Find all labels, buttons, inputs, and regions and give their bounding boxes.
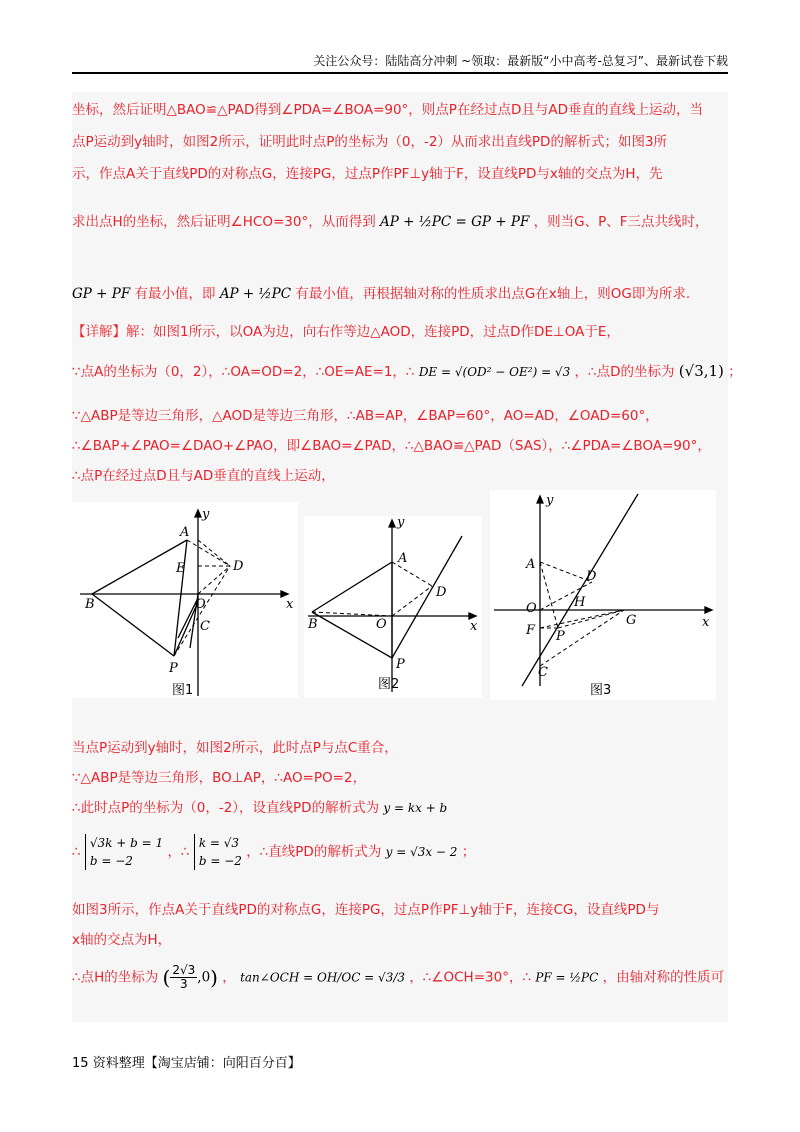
label-O: O (376, 617, 387, 632)
solution-content (72, 92, 742, 1022)
label-O: O (526, 601, 537, 616)
label-y: y (546, 493, 554, 508)
text-line: ∴∠BAP+∠PAO=∠DAO+∠PAO，即∠BAO=∠PAD，∴△BAO≌△PAD（SAS），∴∠PDA=∠BOA=90°， (72, 438, 711, 454)
page-header (72, 52, 728, 74)
label-P: P (556, 629, 565, 644)
label-E: E (176, 561, 186, 576)
math-gp-pf: GP + PF (72, 286, 131, 302)
math-pf-half-pc: PF = ½PC (535, 970, 599, 985)
label-x: x (470, 619, 478, 634)
label-H: H (574, 595, 586, 610)
math-ap-pc-gp-pf: AP + ½PC = GP + PF (380, 214, 530, 230)
label-F: F (526, 623, 536, 638)
label-D: D (436, 585, 447, 600)
detail-heading-line: 【详解】解：如图1所示，以OA为边，向右作等边△AOD，连接PD，过点D作DE⊥OA于E， (72, 324, 620, 340)
figure-2 (304, 516, 482, 698)
label-G: G (626, 613, 637, 628)
figure-2-caption: 图2 (378, 677, 400, 692)
text-line: ∵△ABP是等边三角形，BO⊥AP，∴AO=PO=2， (72, 770, 367, 786)
label-A: A (180, 525, 190, 540)
label-y: y (397, 516, 405, 530)
figure-1-caption: 图1 (172, 683, 194, 698)
figure-3-diagram (490, 490, 716, 700)
page-footer (72, 1052, 301, 1071)
text-line: 点P运动到y轴时，如图2所示，证明此时点P的坐标为（0，-2）从而求出直线PD的解析式；如图3所 (72, 134, 668, 150)
page-number: 15 (72, 1056, 89, 1071)
text-line: ∴ √3k + b = 1 b = −2 ，∴ k = √3 b = −2 ，∴直线PD的解析式为 y = √3x − 2 ； (72, 836, 476, 868)
label-B: B (85, 597, 95, 612)
text-line: 示，作点A关于直线PD的对称点G，连接PG，过点P作PF⊥y轴于F，设直线PD与x轴的交点为H，先 (72, 166, 663, 182)
math-h-x-frac: $\frac{2√3}{3}$ (172, 963, 196, 991)
text-line: ∵点A的坐标为（0，2），∴OA=OD=2，∴OE=AE=1，∴ DE = √(OD² − OE²) = √3 ，∴点D的坐标为 (√3,1) ； (72, 362, 742, 380)
footer-text: 资料整理【淘宝店铺：向阳百分百】 (92, 1056, 301, 1071)
text-line: x轴的交点为H， (72, 932, 172, 948)
label-A: A (526, 557, 536, 572)
text-line: 当点P运动到y轴时，如图2所示，此时点P与点C重合， (72, 740, 398, 756)
text-line: 求出点H的坐标，然后证明∠HCO=30°，从而得到 AP + ½PC = GP + PF ，则当G、P、F三点共线时， (72, 214, 709, 230)
text-line: 坐标，然后证明△BAO≌△PAD得到∠PDA=∠BOA=90°，则点P在经过点D且与AD垂直的直线上运动，当 (72, 102, 703, 118)
text-line: ∴点P在经过点D且与AD垂直的直线上运动， (72, 468, 335, 484)
math-tan-och: tan∠OCH = OH/OC = √3/3 (240, 970, 406, 985)
label-C: C (200, 619, 210, 634)
figure-1 (72, 502, 298, 698)
figure-3 (490, 490, 716, 700)
math-line-form: y = kx + b (383, 801, 448, 815)
math-system-2: k = √3 b = −2 (194, 834, 242, 870)
text-line: GP + PF 有最小值，即 AP + ½PC 有最小值，再根据轴对称的性质求出点G在x轴上，则OG即为所求. (72, 286, 691, 302)
label-x: x (286, 597, 294, 612)
label-y: y (202, 507, 210, 522)
math-ap-half-pc: AP + ½PC (219, 286, 292, 302)
text-line: ∵△ABP是等边三角形，△AOD是等边三角形，∴AB=AP，∠BAP=60°，AO=AD，∠OAD=60°， (72, 408, 659, 424)
label-B: B (308, 617, 318, 632)
label-P: P (396, 657, 405, 672)
header-text: 关注公众号：陆陆高分冲刺 ~领取：最新版“小中高考-总复习”、最新试卷下载 (313, 54, 728, 68)
math-de-formula: DE = √(OD² − OE²) = √3 (418, 365, 571, 379)
label-D: D (233, 559, 244, 574)
figure-3-caption: 图3 (590, 683, 612, 698)
label-C: C (538, 665, 548, 680)
label-x: x (702, 615, 710, 630)
math-pd-line: y = √3x − 2 (385, 845, 458, 859)
text-line: ∴此时点P的坐标为（0，-2），设直线PD的解析式为 y = kx + b (72, 800, 448, 816)
figure-2-diagram (304, 516, 482, 698)
text-line: 如图3所示，作点A关于直线PD的对称点G，连接PG，过点P作PF⊥y轴于F，连接CG，设直线PD与 (72, 902, 660, 918)
math-system-1: √3k + b = 1 b = −2 (85, 834, 163, 870)
figure-1-diagram (72, 502, 298, 698)
label-A: A (398, 551, 408, 566)
label-O: O (195, 597, 206, 612)
math-d-coord: (√3,1) (678, 362, 724, 380)
label-D: D (586, 569, 597, 584)
label-P: P (169, 661, 178, 676)
text-line: ∴点H的坐标为 ( $\frac{2√3}{3}$ ,0) ， tan∠OCH = OH/OC = √3/3 ，∴∠OCH=30°，∴ PF = ½PC ，由轴对称的性质可 (72, 963, 725, 991)
